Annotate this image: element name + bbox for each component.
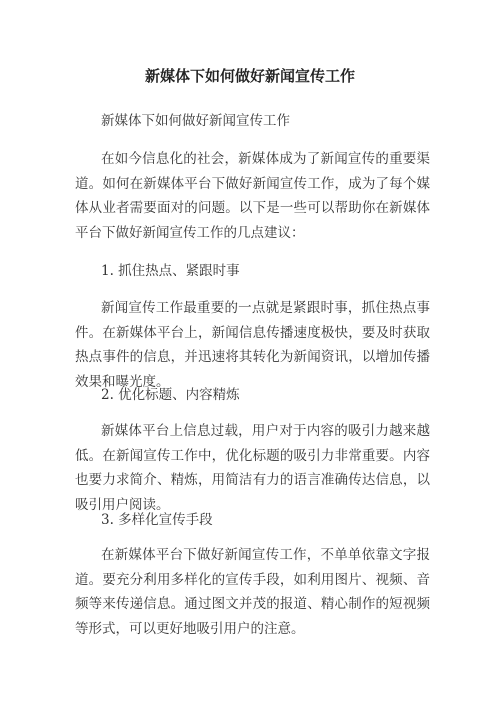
section-heading-3: 3. 多样化宣传手段 (101, 512, 213, 528)
document-subtitle: 新媒体下如何做好新闻宣传工作 (101, 113, 290, 129)
section-heading-1: 1. 抓住热点、紧跟时事 (101, 263, 240, 279)
section-heading-2: 2. 优化标题、内容精炼 (101, 387, 240, 403)
document-title: 新媒体下如何做好新闻宣传工作 (144, 67, 355, 85)
section-body-3: 在新媒体平台下做好新闻宣传工作，不单单依靠文字报道。要充分利用多样化的宣传手段，如利用图片、视频、音频等来传递信息。通过图文并茂的报道、精心制作的短视频等形式，可以更好地吸引用户的注意。 (75, 547, 430, 637)
intro-paragraph: 在如今信息化的社会，新媒体成为了新闻宣传的重要渠道。如何在新媒体平台下做好新闻宣传工作，成为了每个媒体从业者需要面对的问题。以下是一些可以帮助你在新媒体平台下做好新闻宣传工作的几点建议： (75, 151, 430, 241)
section-body-1: 新闻宣传工作最重要的一点就是紧跟时事，抓住热点事件。在新媒体平台上，新闻信息传播速度极快，要及时获取热点事件的信息，并迅速将其转化为新闻资讯，以增加传播效果和曝光度。 (75, 300, 430, 390)
section-body-2: 新媒体平台上信息过载，用户对于内容的吸引力越来越低。在新闻宣传工作中，优化标题的吸引力非常重要。内容也要力求简介、精炼，用简洁有力的语言准确传达信息，以吸引用户阅读。 (75, 423, 430, 513)
